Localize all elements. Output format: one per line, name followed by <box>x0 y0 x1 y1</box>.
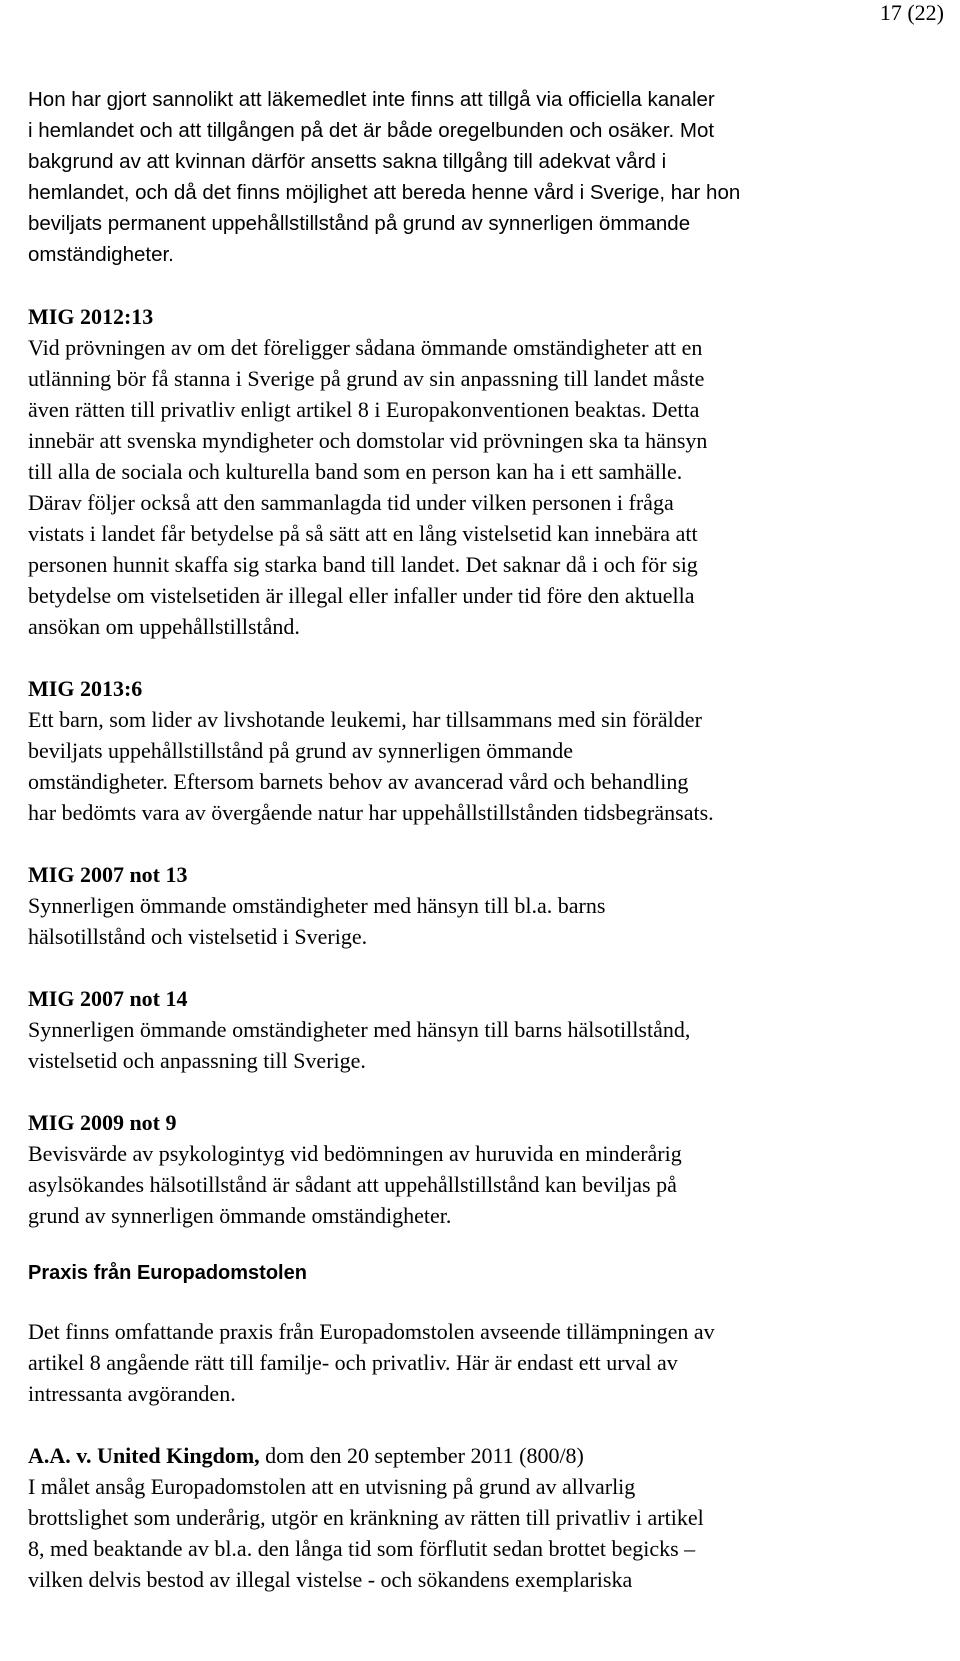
text-line: Synnerligen ömmande omständigheter med hänsyn till bl.a. barns <box>28 893 606 918</box>
text-line: Synnerligen ömmande omständigheter med hänsyn till barns hälsotillstånd, <box>28 1017 691 1042</box>
intro-paragraph <box>28 84 908 270</box>
text-line: Vid prövningen av om det föreligger sådana ömmande omständigheter att en <box>28 335 703 360</box>
section-heading: Praxis från Europadomstolen <box>28 1262 307 1284</box>
case-title: MIG 2012:13 <box>28 304 154 329</box>
text-line: även rätten till privatliv enligt artikel 8 i Europakonventionen beaktas. Detta <box>28 397 700 422</box>
text-line: personen hunnit skaffa sig starka band till landet. Det saknar då i och för sig <box>28 552 698 577</box>
case-mig-2007-not-14 <box>28 983 908 1076</box>
text-line: beviljats permanent uppehållstillstånd på grund av synnerligen ömmande <box>28 212 691 235</box>
text-line: beviljats uppehållstillstånd på grund av synnerligen ömmande <box>28 738 573 763</box>
text-line: vistats i landet får betydelse på så sätt att en lång vistelsetid kan innebära att <box>28 521 698 546</box>
text-line: hemlandet, och då det finns möjlighet att bereda henne vård i Sverige, har hon <box>28 181 741 204</box>
page-number: 17 (22) <box>879 0 944 25</box>
case-mig-2007-not-13 <box>28 859 908 952</box>
case-mig-2012-13 <box>28 301 908 642</box>
case-mig-2013-6 <box>28 673 908 828</box>
case-title <box>28 1440 908 1471</box>
case-title: MIG 2009 not 9 <box>28 1110 177 1135</box>
case-mig-2009-not-9 <box>28 1107 908 1231</box>
text-line: grund av synnerligen ömmande omständigheter. <box>28 1203 452 1228</box>
case-title-rest: dom den 20 september 2011 (800/8) <box>259 1443 584 1468</box>
text-line: intressanta avgöranden. <box>28 1381 236 1406</box>
text-line: bakgrund av att kvinnan därför ansetts sakna tillgång till adekvat vård i <box>28 150 667 173</box>
text-line: Därav följer också att den sammanlagda tid under vilken personen i fråga <box>28 490 674 515</box>
text-line: artikel 8 angående rätt till familje- och privatliv. Här är endast ett urval av <box>28 1350 678 1375</box>
text-line: har bedömts vara av övergående natur har uppehållstillstånden tidsbegränsats. <box>28 800 714 825</box>
text-line: utlänning bör få stanna i Sverige på grund av sin anpassning till landet måste <box>28 366 705 391</box>
text-line: till alla de sociala och kulturella band som en person kan ha i ett samhälle. <box>28 459 683 484</box>
text-line: vilken delvis bestod av illegal vistelse - och sökandens exemplariska <box>28 1567 633 1592</box>
text-line: Ett barn, som lider av livshotande leukemi, har tillsammans med sin förälder <box>28 707 702 732</box>
case-title-bold: A.A. v. United Kingdom, <box>28 1443 260 1468</box>
case-title: MIG 2013:6 <box>28 676 143 701</box>
text-line: hälsotillstånd och vistelsetid i Sverige. <box>28 924 368 949</box>
text-line: Det finns omfattande praxis från Europadomstolen avseende tillämpningen av <box>28 1319 715 1344</box>
text-line: brottslighet som underårig, utgör en kränkning av rätten till privatliv i artikel <box>28 1505 704 1530</box>
text-line: Bevisvärde av psykologintyg vid bedömningen av huruvida en minderårig <box>28 1141 682 1166</box>
case-aa-v-united-kingdom <box>28 1440 908 1595</box>
case-title: MIG 2007 not 14 <box>28 986 188 1011</box>
text-line: omständigheter. <box>28 243 174 266</box>
text-line: betydelse om vistelsetiden är illegal eller infaller under tid före den aktuella <box>28 583 695 608</box>
text-line: I målet ansåg Europadomstolen att en utvisning på grund av allvarlig <box>28 1474 636 1499</box>
section-intro-paragraph <box>28 1316 908 1409</box>
text-line: innebär att svenska myndigheter och domstolar vid prövningen ska ta hänsyn <box>28 428 708 453</box>
text-line: 8, med beaktande av bl.a. den långa tid som förflutit sedan brottet begicks – <box>28 1536 696 1561</box>
text-line: omständigheter. Eftersom barnets behov av avancerad vård och behandling <box>28 769 689 794</box>
document-body <box>28 84 908 1595</box>
text-line: Hon har gjort sannolikt att läkemedlet inte finns att tillgå via officiella kanaler <box>28 88 715 111</box>
text-line: vistelsetid och anpassning till Sverige. <box>28 1048 366 1073</box>
case-title: MIG 2007 not 13 <box>28 862 188 887</box>
text-line: asylsökandes hälsotillstånd är sådant att uppehållstillstånd kan beviljas på <box>28 1172 677 1197</box>
text-line: i hemlandet och att tillgången på det är både oregelbunden och osäker. Mot <box>28 119 715 142</box>
text-line: ansökan om uppehållstillstånd. <box>28 614 300 639</box>
